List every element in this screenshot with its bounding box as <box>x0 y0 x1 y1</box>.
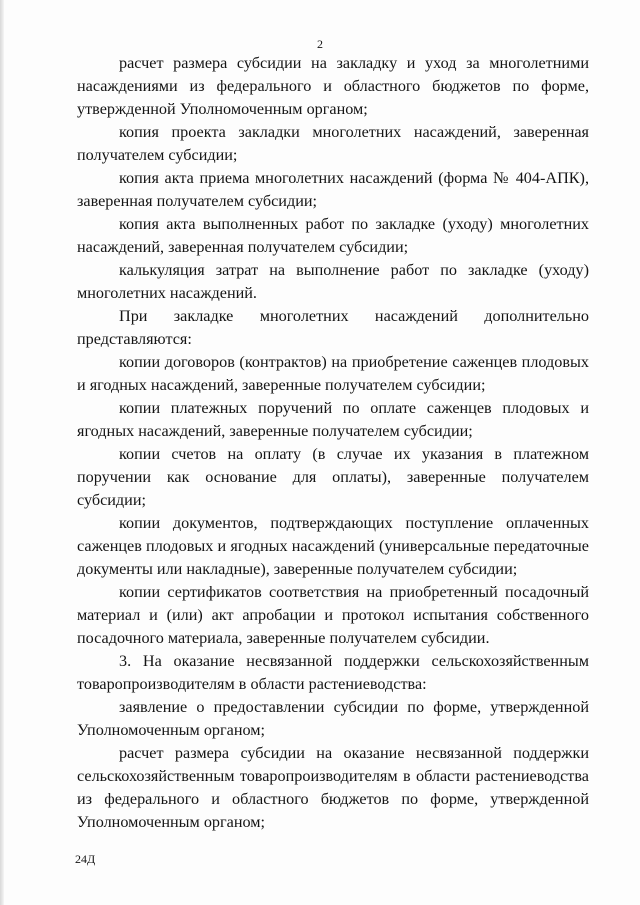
paragraph: копия проекта закладки многолетних насаждений, заверенная получателем субсидии; <box>77 123 589 164</box>
scan-edge <box>0 0 4 905</box>
paragraph: копии платежных поручений по оплате саженцев плодовых и ягодных насаждений, заверенные получателем субсидии; <box>77 399 589 440</box>
paragraph: 3. На оказание несвязанной поддержки сельскохозяйственным товаропроизводителям в области растениеводства: <box>77 652 589 693</box>
paragraph: копии документов, подтверждающих поступление оплаченных саженцев плодовых и ягодных насаждений (универсальные передаточные документы или накладные), заверенные получателем субсидии; <box>77 514 589 578</box>
paragraph: расчет размера субсидии на закладку и уход за многолетними насаждениями из федерального и областного бюджетов по форме, утвержденной Уполномоченным органом; <box>77 54 589 118</box>
document-body <box>77 52 589 834</box>
paragraph: При закладке многолетних насаждений дополнительно представляются: <box>77 307 589 348</box>
paragraph: копии сертификатов соответствия на приобретенный посадочный материал и (или) акт апробации и протокол испытания собственного посадочного материала, заверенные получателем субсидии. <box>77 583 589 647</box>
paragraph: копии счетов на оплату (в случае их указания в платежном поручении как основание для оплаты), заверенные получателем субсидии; <box>77 445 589 509</box>
paragraph: заявление о предоставлении субсидии по форме, утвержденной Уполномоченным органом; <box>77 698 589 739</box>
paragraph: копия акта приема многолетних насаждений (форма № 404-АПК), заверенная получателем субсидии; <box>77 169 589 210</box>
page-number: 2 <box>317 37 323 51</box>
paragraph: расчет размера субсидии на оказание несвязанной поддержки сельскохозяйственным товаропроизводителям в области растениеводства из федерального и областного бюджетов по форме, утвержденной Уполномоченным органом; <box>77 744 589 831</box>
paragraph: копии договоров (контрактов) на приобретение саженцев плодовых и ягодных насаждений, заверенные получателем субсидии; <box>77 353 589 394</box>
paragraph: калькуляция затрат на выполнение работ по закладке (уходу) многолетних насаждений. <box>77 261 589 302</box>
paragraph: копия акта выполненных работ по закладке (уходу) многолетних насаждений, заверенная получателем субсидии; <box>77 215 589 256</box>
footer-code: 24Д <box>75 852 96 866</box>
